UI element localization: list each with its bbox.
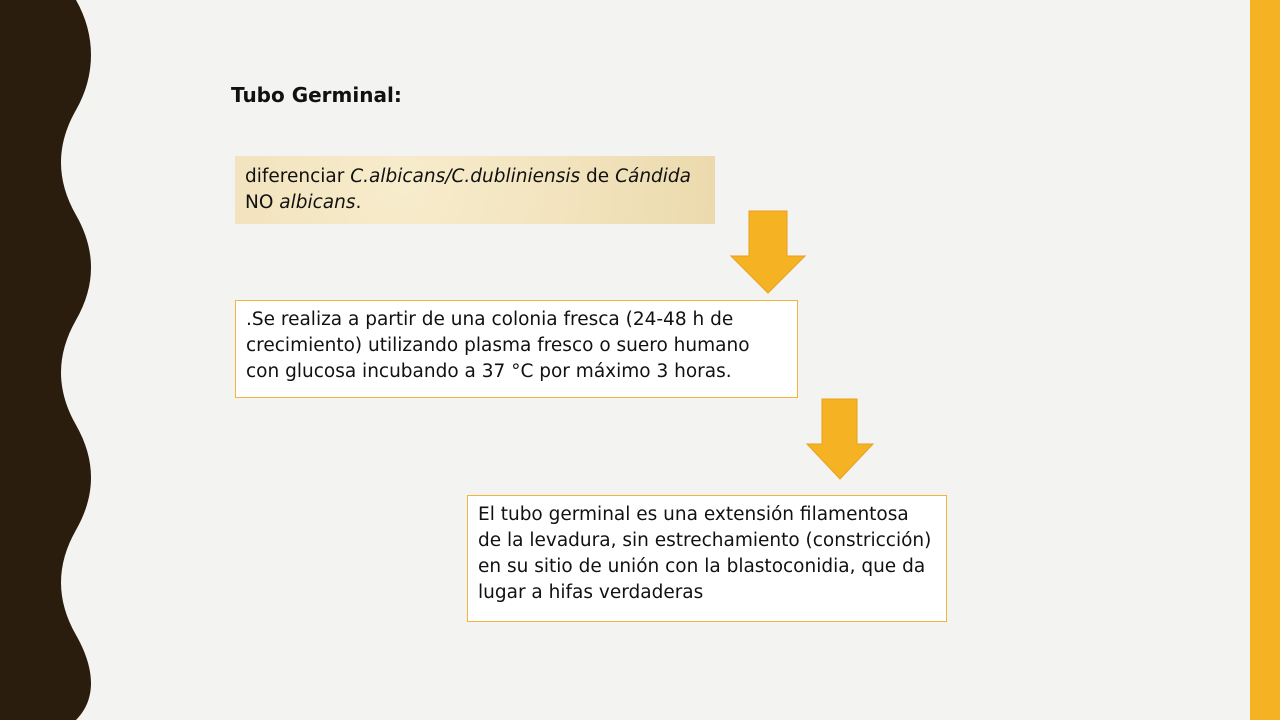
purpose-text-2: de [580,166,616,187]
slide-title [231,82,402,108]
purpose-species-2: Cándida [615,166,692,187]
purpose-species-1: C.albicans/C.dubliniensis [350,166,581,187]
procedure-box [235,300,798,398]
down-arrow-icon [806,398,874,480]
purpose-text-3: NO [245,192,280,213]
definition-text: El tubo germinal es una extensión filamentosa de la levadura, sin estrechamiento (constricción) en su sitio de unión con la blastoconidia, que da lugar a hifas verdaderas [478,504,932,603]
purpose-species-3: albicans [279,192,356,213]
definition-box [467,495,947,622]
purpose-text-4: . [355,192,362,213]
right-accent-bar [1250,0,1280,720]
slide-title-text: Tubo Germinal [231,83,394,107]
procedure-text: .Se realiza a partir de una colonia fresca (24-48 h de crecimiento) utilizando plasma fresco o suero humano con glucosa incubando a 37 °C por máximo 3 horas. [246,309,750,382]
wavy-left-border [0,0,100,720]
purpose-text-1: diferenciar [245,166,351,187]
purpose-box [235,156,715,224]
slide-title-colon: : [393,83,402,107]
down-arrow-icon [729,210,807,294]
